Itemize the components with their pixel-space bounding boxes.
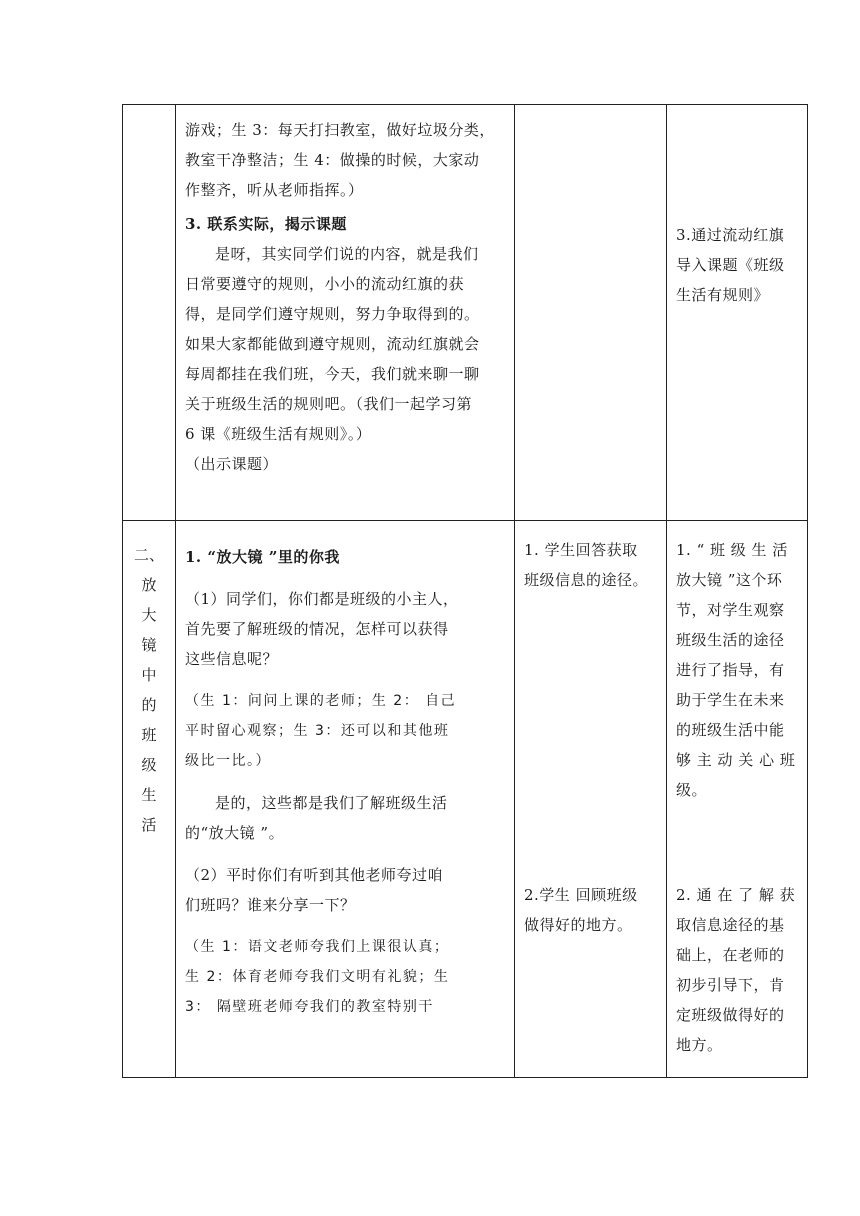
intent-line: 班级生活的途径 [676,631,785,649]
column-divider [175,105,176,1077]
student-activity-line: 1. 学生回答获取 [524,541,638,559]
intent-line: 助于学生在未来 [676,691,785,709]
student-activity-line: 班级信息的途径。 [524,571,649,589]
section-char: 活 [141,816,157,834]
section-char: 大 [141,606,157,624]
section-label [123,540,175,840]
row2-question1-line: （1）同学们，你们都是班级的小主人， [185,590,459,608]
intent-line: 放大镜 ”这个环 [676,571,783,589]
row2-teacher-cell [185,542,510,1022]
intent-line: 级。 [676,781,708,799]
row1-continuation-line: 教室干净整洁；生 4：做操的时候，大家动 [185,151,480,169]
row2-student-cell-1 [524,535,664,595]
section-char: 二、 [133,546,164,564]
row2-heading: 1. “放大镜 ”里的你我 [185,548,340,566]
row1-show-title: （出示课题） [185,455,279,473]
row2-answer1-line: 级比一比。） [185,753,271,769]
column-divider [666,105,667,1077]
row2-answer2-line: （生 1：语文老师夸我们上课很认真； [185,939,450,955]
section-char: 镜 [141,636,157,654]
row-divider [123,520,807,521]
row2-answer1-line: 平时留心观察；生 3：还可以和其他班 [185,723,450,739]
row1-paragraph-line: 日常要遵守的规则，小小的流动红旗的获 [185,275,465,293]
student-activity-line: 做得好的地方。 [524,916,633,934]
intent-line: 初步引导下，肯 [676,976,785,994]
student-activity-line: 2.学生 回顾班级 [524,886,638,904]
section-char: 放 [141,576,157,594]
section-char: 班 [141,726,157,744]
section-char: 级 [141,756,157,774]
row2-question2-line: 们班吗？谁来分享一下？ [185,896,356,914]
section-char: 中 [141,666,157,684]
intent-line: 地方。 [676,1036,723,1054]
column-divider [514,105,515,1077]
intent-line: 1. “ 班 级 生 活 [676,541,788,559]
row1-intent-line: 生活有规则》 [676,286,770,304]
section-char: 的 [141,696,157,714]
row2-question1-line: 首先要了解班级的情况，怎样可以获得 [185,620,449,638]
row2-summary-line: 的“放大镜 ”。 [185,824,285,842]
section-char: 生 [141,786,157,804]
row1-heading: 3. 联系实际，揭示课题 [185,215,347,233]
row2-answer2-line: 3： 隔壁班老师夸我们的教室特别干 [185,999,434,1015]
intent-line: 定班级做得好的 [676,1006,785,1024]
row1-continuation-line: 作整齐，听从老师指挥。） [185,181,364,199]
row1-intent-line: 3.通过流动红旗 [676,226,785,244]
row1-paragraph-line: 每周都挂在我们班，今天，我们就来聊一聊 [185,365,480,383]
row1-paragraph-line: 得，是同学们遵守规则，努力争取得到的。 [185,305,480,323]
row1-continuation-line: 游戏；生 3：每天打扫教室，做好垃圾分类， [185,121,495,139]
row2-question2-line: （2）平时你们有听到其他老师夸过咱 [185,866,444,884]
intent-line: 节，对学生观察 [676,601,785,619]
intent-line: 进行了指导，有 [676,661,785,679]
row1-paragraph-line: 6 课《班级生活有规则》。） [185,425,372,443]
row2-intent-cell-1 [676,535,806,805]
lesson-plan-table [122,104,808,1078]
intent-line: 够 主 动 关 心 班 [676,751,796,769]
row1-paragraph-line: 是呀，其实同学们说的内容，就是我们 [215,245,479,263]
row1-paragraph-line: 如果大家都能做到遵守规则，流动红旗就会 [185,335,480,353]
row2-answer2-line: 生 2：体育老师夸我们文明有礼貌；生 [185,969,450,985]
intent-line: 础上，在老师的 [676,946,785,964]
row2-question1-line: 这些信息呢？ [185,650,279,668]
row2-student-cell-2 [524,880,664,940]
row1-paragraph-line: 关于班级生活的规则吧。（我们一起学习第 [185,395,473,413]
intent-line: 2. 通 在 了 解 获 [676,886,796,904]
row1-intent-line: 导入课题《班级 [676,256,785,274]
row2-answer1-line: （生 1：问问上课的老师；生 2： 自己 [185,693,457,709]
row2-intent-cell-2 [676,880,806,1060]
row2-summary-line: 是的，这些都是我们了解班级生活 [215,794,448,812]
intent-line: 取信息途径的基 [676,916,785,934]
row1-intent-cell [676,220,806,310]
intent-line: 的班级生活中能 [676,721,785,739]
row1-teacher-cell [185,115,510,479]
